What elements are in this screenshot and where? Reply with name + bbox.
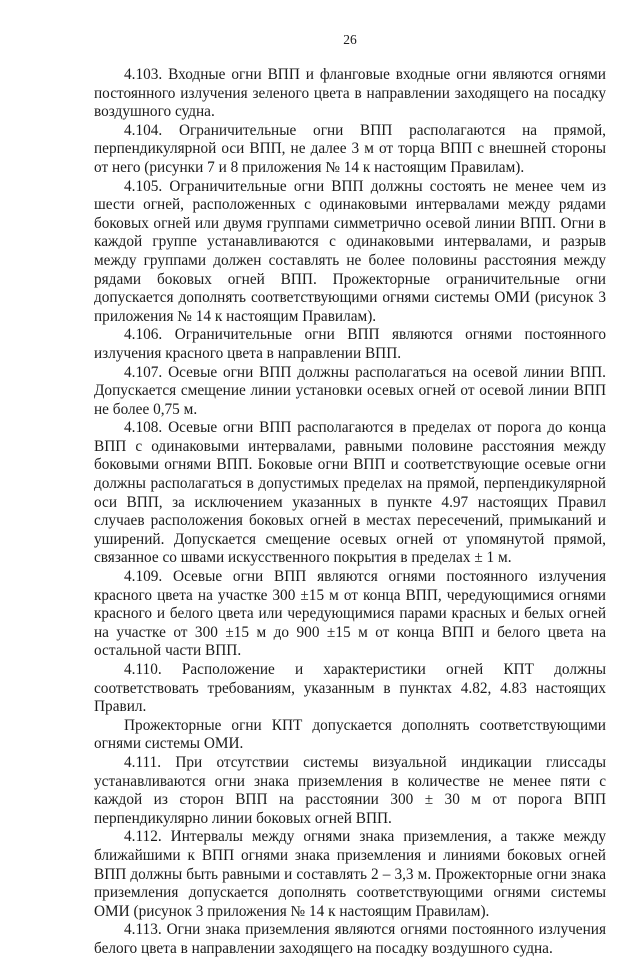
page-number: 26 <box>343 32 357 47</box>
paragraph-4-111: 4.111. При отсутствии системы визуальной индикации глиссады устанавливаются огни знака приземления в количестве не менее пяти с каждой из сторон ВПП на расстоянии 300 ± 30 м от порога ВПП перпендикулярно линии боковых огней ВПП. <box>94 753 606 827</box>
paragraph-4-112: 4.112. Интервалы между огнями знака приземления, а также между ближайшими к ВПП огнями знака приземления и линиями боковых огней ВПП должны быть равными и составлять 2 – 3,3 м. Прожекторные огни знака приземления допускается дополнять соответствующими огнями системы ОМИ (рисунок 3 приложения № 14 к настоящим Правилам). <box>94 828 606 920</box>
paragraph-4-108: 4.108. Осевые огни ВПП располагаются в пределах от порога до конца ВПП с одинаковыми интервалами, равными половине расстояния между боковыми огнями ВПП. Боковые огни ВПП и соответствующие осевые огни должны располагаться в допустимых пределах на прямой, перпендикулярной оси ВПП, за исключением указанных в пункте 4.97 настоящих Правил случаев расположения боковых огней в местах пересечений, примыканий и уширений. Допускается смещение осевых огней от упомянутой прямой, связанное со швами искусственного покрытия в пределах ± 1 м. <box>94 419 606 567</box>
paragraph-4-104: 4.104. Ограничительные огни ВПП располагаются на прямой, перпендикулярной оси ВПП, не далее 3 м от торца ВПП с внешней стороны от него (рисунки 7 и 8 приложения № 14 к настоящим Правилам). <box>94 121 606 176</box>
paragraph-4-110: 4.110. Расположение и характеристики огней КПТ должны соответствовать требованиям, указанным в пунктах 4.82, 4.83 настоящих Правил. <box>94 661 606 716</box>
paragraph-4-106: 4.106. Ограничительные огни ВПП являются огнями постоянного излучения красного цвета в направлении ВПП. <box>94 326 606 362</box>
paragraph-4-107: 4.107. Осевые огни ВПП должны располагаться на осевой линии ВПП. Допускается смещение линии установки осевых огней от осевой линии ВПП не более 0,75 м. <box>94 363 606 418</box>
paragraph-4-109: 4.109. Осевые огни ВПП являются огнями постоянного излучения красного цвета на участке 300 ±15 м от конца ВПП, чередующимися огнями красного и белого цвета или чередующимися парами красных и белых огней на участке от 300 ±15 м до 900 ±15 м от конца ВПП и белого цвета на остальной части ВПП. <box>94 568 606 660</box>
paragraph-4-113: 4.113. Огни знака приземления являются огнями постоянного излучения белого цвета в направлении заходящего на посадку воздушного судна. <box>94 921 606 957</box>
paragraph-4-105: 4.105. Ограничительные огни ВПП должны состоять не менее чем из шести огней, расположенных с одинаковыми интервалами между рядами боковых огней или двумя группами симметрично осевой линии ВПП. Огни в каждой группе устанавливаются с одинаковыми интервалами, и разрыв между группами должен составлять не более половины расстояния между рядами боковых огней ВПП. Прожекторные ограничительные огни допускается дополнять соответствующими огнями системы ОМИ (рисунок 3 приложения № 14 к настоящим Правилам). <box>94 177 606 325</box>
paragraph-4-110-addendum: Прожекторные огни КПТ допускается дополнять соответствующими огнями системы ОМИ. <box>94 716 606 753</box>
paragraph-4-103: 4.103. Входные огни ВПП и фланговые входные огни являются огнями постоянного излучения зеленого цвета в направлении заходящего на посадку воздушного судна. <box>94 66 606 121</box>
